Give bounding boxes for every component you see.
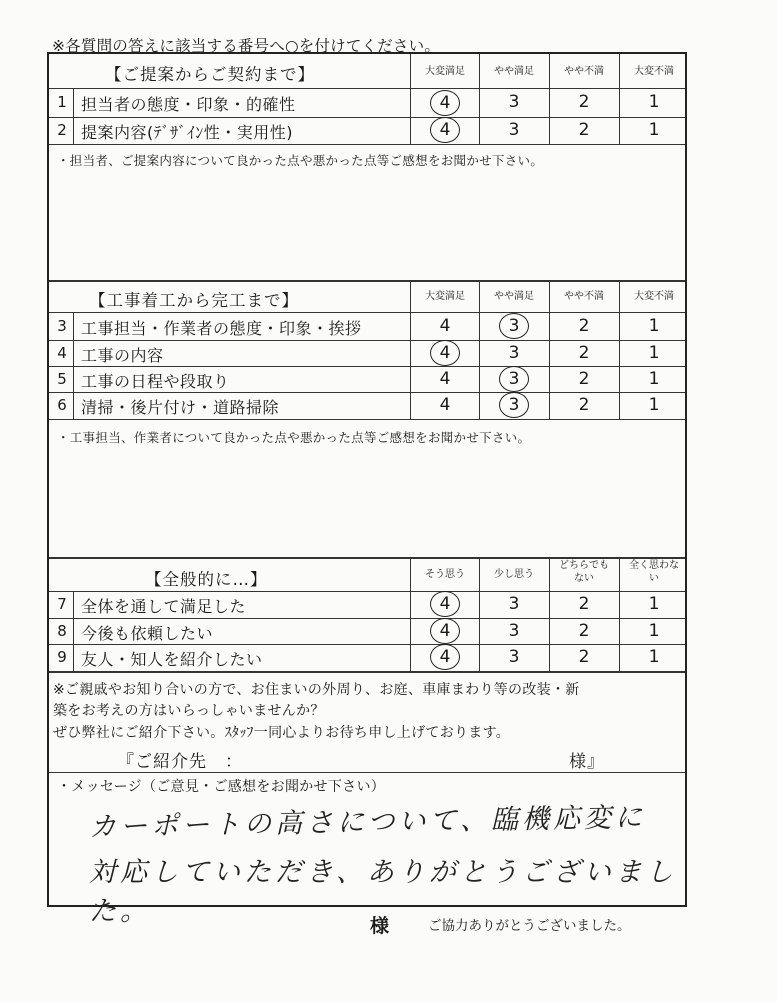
- referral-suffix: 様』: [569, 752, 605, 772]
- question-number: 5: [57, 370, 67, 388]
- rating-option[interactable]: 3: [508, 120, 520, 140]
- rating-option[interactable]: 1: [648, 369, 660, 389]
- instruction-text: ※各質問の答えに該当する番号へ○を付けてください。: [52, 37, 441, 55]
- rating-option[interactable]: 3: [481, 392, 547, 418]
- question-number: 1: [57, 93, 67, 111]
- rating-option[interactable]: 1: [648, 92, 660, 112]
- rating-option[interactable]: 4: [412, 644, 478, 670]
- column-header: 大変満足: [425, 66, 465, 77]
- rating-option[interactable]: 3: [508, 92, 520, 112]
- question-text: 全体を通して満足した: [81, 597, 247, 616]
- rating-option[interactable]: 4: [412, 90, 478, 116]
- section-title: 【全般的に…】: [145, 570, 268, 589]
- column-header: そう思う: [425, 569, 465, 580]
- rating-option[interactable]: 3: [508, 621, 520, 641]
- question-number: 4: [57, 344, 67, 362]
- rating-option[interactable]: 4: [439, 316, 451, 336]
- rating-option[interactable]: 4: [412, 340, 478, 366]
- question-text: 提案内容(ﾃﾞｻﾞｲﾝ性・実用性): [81, 123, 293, 142]
- question-number: 3: [57, 317, 67, 335]
- question-text: 工事の内容: [81, 346, 164, 365]
- column-header: やや不満: [564, 66, 604, 77]
- referral-text: ぜひ弊社にご紹介下さい。ｽﾀｯﾌ一同心よりお待ち申し上げております。: [53, 725, 511, 741]
- rating-option[interactable]: 2: [578, 369, 590, 389]
- rating-option[interactable]: 2: [578, 343, 590, 363]
- rating-option[interactable]: 2: [578, 92, 590, 112]
- rating-option[interactable]: 3: [508, 594, 520, 614]
- column-header: 少し思う: [494, 569, 534, 580]
- question-number: 6: [57, 396, 67, 414]
- rating-option[interactable]: 4: [412, 618, 478, 644]
- section-title: 【工事着工から完工まで】: [89, 291, 299, 310]
- rating-option[interactable]: 3: [508, 647, 520, 667]
- rating-option[interactable]: 2: [578, 395, 590, 415]
- handwritten-message: 対応していただき、ありがとうございました。: [89, 857, 677, 927]
- column-header: どちらでもない: [559, 560, 609, 584]
- question-text: 工事担当・作業者の態度・印象・挨拶: [81, 319, 362, 338]
- rating-option[interactable]: 4: [439, 395, 451, 415]
- section-title: 【ご提案からご契約まで】: [105, 65, 315, 84]
- question-number: 8: [57, 622, 67, 640]
- question-text: 友人・知人を紹介したい: [81, 650, 263, 669]
- rating-option[interactable]: 3: [508, 343, 520, 363]
- rating-option[interactable]: 1: [648, 316, 660, 336]
- question-number: 2: [57, 121, 67, 139]
- comment-prompt: ・担当者、ご提案内容について良かった点や悪かった点等ご感想をお聞かせ下さい。: [57, 153, 544, 168]
- rating-option[interactable]: 4: [412, 117, 478, 143]
- rating-option[interactable]: 4: [439, 369, 451, 389]
- rating-option[interactable]: 4: [412, 591, 478, 617]
- referral-text: ※ご親戚やお知り合いの方で、お住まいの外周り、お庭、車庫まわり等の改装・新: [53, 682, 580, 698]
- question-number: 7: [57, 595, 67, 613]
- referral-label: 『ご紹介先 ：: [117, 752, 243, 772]
- rating-option[interactable]: 1: [648, 120, 660, 140]
- rating-option[interactable]: 2: [578, 621, 590, 641]
- rating-option[interactable]: 1: [648, 647, 660, 667]
- comment-prompt: ・工事担当、作業者について良かった点や悪かった点等ご感想をお聞かせ下さい。: [57, 430, 531, 445]
- column-header: 全く思わない: [629, 560, 679, 584]
- rating-option[interactable]: 3: [481, 313, 547, 339]
- column-header: 大変不満: [634, 291, 674, 302]
- column-header: やや満足: [494, 66, 534, 77]
- column-header: やや不満: [564, 291, 604, 302]
- rating-option[interactable]: 2: [578, 316, 590, 336]
- rating-option[interactable]: 2: [578, 647, 590, 667]
- referral-text: 築をお考えの方はいらっしゃいませんか？: [53, 703, 325, 719]
- question-text: 工事の日程や段取り: [81, 372, 230, 391]
- question-text: 今後も依頼したい: [81, 624, 214, 643]
- thanks-text: ご協力ありがとうございました。: [428, 918, 631, 934]
- column-header: やや満足: [494, 291, 534, 302]
- question-text: 清掃・後片付け・道路掃除: [81, 398, 280, 417]
- rating-option[interactable]: 3: [481, 366, 547, 392]
- message-prompt: ・メッセージ（ご意見・ご感想をお聞かせ下さい）: [57, 779, 386, 795]
- honorific-sama: 様: [370, 915, 390, 937]
- rating-option[interactable]: 1: [648, 621, 660, 641]
- handwritten-message: カーポートの高さについて、臨機応変に: [88, 802, 647, 843]
- column-header: 大変満足: [425, 291, 465, 302]
- rating-option[interactable]: 1: [648, 395, 660, 415]
- rating-option[interactable]: 1: [648, 594, 660, 614]
- question-text: 担当者の態度・印象・的確性: [81, 95, 296, 114]
- question-number: 9: [57, 648, 67, 666]
- rating-option[interactable]: 2: [578, 594, 590, 614]
- column-header: 大変不満: [634, 66, 674, 77]
- rating-option[interactable]: 1: [648, 343, 660, 363]
- rating-option[interactable]: 2: [578, 120, 590, 140]
